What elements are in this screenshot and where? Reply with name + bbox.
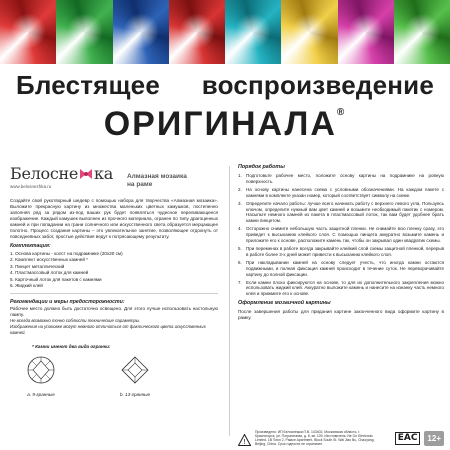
brand-block [10,164,218,198]
step-number: 4. [238,226,242,232]
registered-mark: ® [336,107,347,118]
certification [381,431,444,446]
step-item [238,226,444,244]
kit-item: 5. Карточный лоток для пакетов с камнями [10,276,102,282]
column-divider [229,166,230,436]
gem-tile [225,0,281,64]
eac-mark: EAC [395,432,421,445]
shapes-title: * Камни имеют два вида огранки: [32,344,111,350]
step-text: На основу картины нанесена схема с условными обозначениями. На каждом пакете с камнями в комплекте указан номер, который соответствует символу на схеме. [246,186,444,198]
headline [0,70,450,144]
step-item [238,260,444,278]
gem-strip [0,0,450,64]
step-number: 2. [238,186,242,192]
step-number: 1. [238,173,242,178]
step-text: Осторожно снимите небольшую часть защитной пленки. Не снимайте всю пленку сразу, это приведет к высыханию клейкого слоя. С помощью пинцета аккуратно возьмите камень и приложите его к основе, расположите камень так, чтобы он закрывал один квадратик схемы. [246,226,444,244]
logo-text-start: Белосне [10,164,79,183]
advice-title: Рекомендации и меры предосторожности: [10,299,125,306]
headline-line-2 [104,105,347,144]
round-stone-caption: а. 9-гранные [27,392,55,398]
steps-list [238,173,444,297]
gem-tile [0,0,56,64]
svg-text:!: ! [243,438,246,446]
logo-text-end: ка [94,164,113,183]
brand-logo-block [10,164,113,189]
step-item [238,187,444,199]
kit-item: 6. Жидкий клей [10,283,43,289]
step-text: Определите начало работы: лучше всего начинать работу с верхнего левого угла. Пользуясь ключом, определите нужный вам цвет камней и возьмите необходимый пакетик с номером. Насыпьте немного камней из пакета в пластмассовый лоток, так вам будет удобнее брать камни пинцетом. [246,200,444,224]
step-text: Подготовьте рабочее место, положите основу картины на подрамнике на ровную поверхность. [246,173,444,184]
intro-paragraph: Создайте свой рукотворный шедевр с помощью набора для творчества «Алмазная мозаика». Выложите прекрасную картину из множества маленьких цветных камушков, постепенно заполняя ряд за рядом из-под ваших рук будет появляться чудесное переливающееся изображение. Каждый камушек выполнен из прочного материала, огранен по типу драгоценных камней и при попадании на грани солнечного или искусственного света образуется мерцающее полотно. Процесс создания картины – это увлекательное занятие, позволяющее отдохнуть от повседневных забот, простые действия ведут к потрясающему результату. [10,198,218,239]
brand-tagline [127,173,187,188]
stone-shapes [24,355,218,397]
warning-icon [238,434,251,446]
step-number: 5. [238,245,242,251]
advice-note-1: Не всегда возможно точно соблюсти технические параметры. [10,318,141,324]
step-item [238,280,444,298]
gem-tile [394,0,450,64]
tagline-line-2: на раме [126,180,153,188]
kit-item: 4. Пластмассовый лоток для камней [10,270,89,276]
headline-original: ОРИГИНАЛА [103,105,337,143]
manufacturer-info: Произведено: ИП Белоснежка П.В. 143402, Московская область, г. Красногорск, ул. Пограничная, д. 8, кв. 109. Изготовитель: Ne Oo Electronic Limited. 1B Town 2, Palace Apartment, Block South St. Wai Jiao Bu, Chaoyang, Beijing, China. Срок годности не ограничен. [255,429,375,446]
square-stone [118,355,152,397]
kit-list [10,251,218,289]
step-number: 3. [238,200,242,206]
headline-word-1: Блестящее [16,70,161,100]
gem-tile [113,0,169,64]
step-number: 6. [238,259,242,265]
round-stone-icon [26,355,56,385]
step-text: При переменах в работе всегда закрывайте клейкий слой схемы защитной пленкой, перерыв в работе более 3-х дней может привести к высыханию клейкого слоя. [246,245,444,257]
kit-item: 3. Пинцет металлический [10,263,65,269]
left-column [10,164,218,446]
advice-note-2: Изображения на упаковке могут немного отличаться от фактического цвета искусственных камней. [10,324,206,335]
steps-title: Порядок работы [238,164,285,170]
step-item [238,173,444,185]
brand-url: www.belosnezhka.ru [10,184,52,189]
gem-tile [56,0,112,64]
advice-text: Рабочее место должно быть достаточно освещено. Для этого лучше использовать настольную лампу. [10,306,218,318]
round-stone [24,355,58,397]
headline-line-1 [0,70,450,101]
frame-text: После завершения работы для придания картине законченного вида оформите картину в рамку. [238,309,444,321]
step-number: 7. [238,279,242,285]
kit-item: 1. Основа картины - холст на подрамнике (20х20 см) [10,251,123,256]
age-badge: 12+ [424,431,444,446]
bow-icon [79,168,93,180]
footer [238,396,444,446]
tagline-line-1: Алмазная мозаика [126,173,187,180]
square-stone-caption: b. 13-гранные [119,392,151,398]
cert-row [381,431,444,446]
step-item [238,246,444,258]
section-divider [10,293,218,294]
brand-logo [10,164,113,183]
gem-tile [338,0,394,64]
square-stone-icon [120,355,150,385]
frame-title: Оформление мозаичной картины [238,300,331,307]
gem-tile [169,0,225,64]
gem-tile [281,0,337,64]
kit-title: Комплектация: [10,243,51,249]
step-text: Если камни плохо фиксируются на основе, то для их дополнительного закрепления можно использовать жидкий клей. Аккуратно выложите камень и нанесите на изнанку часть немного клея и прижмите его к основе. [246,279,444,297]
step-item [238,201,444,225]
kit-item: 2. Комплект искусственных камней * [10,257,88,263]
headline-word-2: воспроизведение [201,70,434,100]
step-text: При накладывании камней на основу следует учесть, что иногда камни остаются подвижными, и полная фиксация камней происходит в течение суток. Не переворачивайте картину до полной фиксации. [246,259,444,277]
